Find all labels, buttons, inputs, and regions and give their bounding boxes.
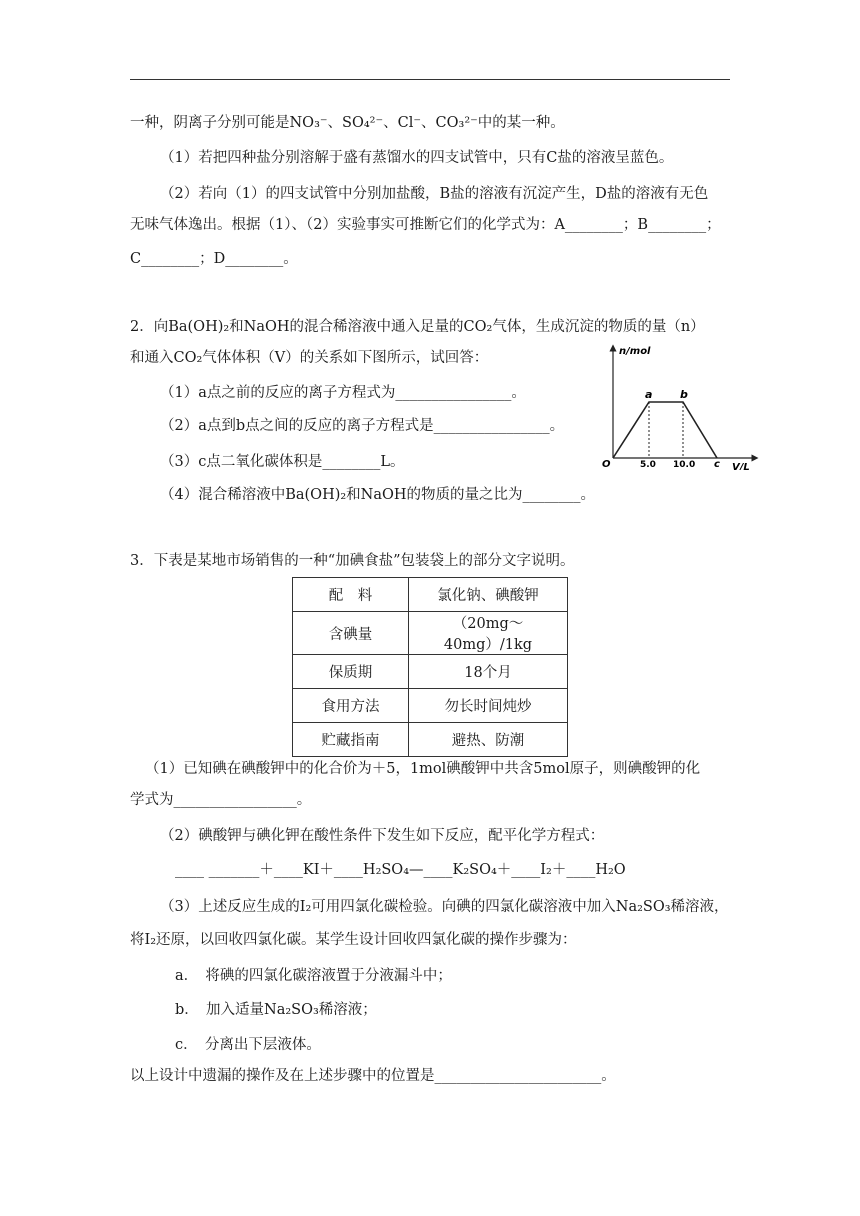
salt-label-table bbox=[292, 577, 568, 757]
q1-sub2a: （2）若向（1）的四支试管中分别加盐酸，B盐的溶液有沉淀产生，D盐的溶液有无色 bbox=[160, 186, 709, 202]
table-row bbox=[293, 612, 568, 655]
q3-p1b: 学式为_________________。 bbox=[130, 792, 312, 808]
table-value: 氯化钠、碘酸钾 bbox=[409, 578, 568, 612]
table-key: 含碘量 bbox=[293, 612, 409, 655]
q3-p3a: （3）上述反应生成的I₂可用四氯化碳检验。向碘的四氯化碳溶液中加入Na₂SO₃稀溶液， bbox=[160, 899, 729, 915]
table-value: 勿长时间炖炒 bbox=[409, 689, 568, 723]
origin-label: O bbox=[602, 459, 611, 470]
table-row bbox=[293, 723, 568, 757]
q1-sub1: （1）若把四种盐分别溶解于盛有蒸馏水的四支试管中，只有C盐的溶液呈蓝色。 bbox=[160, 150, 674, 166]
q2-intro2: 和通入CO₂气体体积（V）的关系如下图所示，试回答： bbox=[130, 350, 489, 366]
q3-intro: 3．下表是某地市场销售的一种“加碘食盐”包装袋上的部分文字说明。 bbox=[130, 553, 575, 569]
table-key: 保质期 bbox=[293, 655, 409, 689]
table-key: 食用方法 bbox=[293, 689, 409, 723]
q3-p1a: （1）已知碘在碘酸钾中的化合价为＋5，1mol碘酸钾中共含5mol原子，则碘酸钾的化 bbox=[145, 761, 701, 777]
q3-step-a: a． 将碘的四氯化碳溶液置于分液漏斗中； bbox=[175, 968, 452, 984]
table-row bbox=[293, 655, 568, 689]
q2-intro1: 2．向Ba(OH)₂和NaOH的混合稀溶液中通入足量的CO₂气体，生成沉淀的物质的量（n） bbox=[130, 319, 705, 335]
tick-label-2: 10.0 bbox=[673, 460, 696, 470]
table-row bbox=[293, 689, 568, 723]
header-rule bbox=[130, 79, 730, 80]
q3-p3b: 将I₂还原，以回收四氯化碳。某学生设计回收四氯化碳的操作步骤为： bbox=[130, 932, 577, 948]
precipitate-graph bbox=[595, 340, 765, 470]
table-key: 配 料 bbox=[293, 578, 409, 612]
q2-sub4: （4）混合稀溶液中Ba(OH)₂和NaOH的物质的量之比为________。 bbox=[160, 487, 596, 503]
x-axis-label: V/L bbox=[732, 462, 750, 470]
table-value: （20mg～40mg）/1kg bbox=[409, 612, 568, 655]
table-key: 贮藏指南 bbox=[293, 723, 409, 757]
q2-sub3: （3）c点二氧化碳体积是________L。 bbox=[160, 454, 405, 470]
point-b-label: b bbox=[680, 388, 688, 401]
q3-step-c: c． 分离出下层液体。 bbox=[175, 1037, 321, 1053]
q1-line1: 一种，阴离子分别可能是NO₃⁻、SO₄²⁻、Cl⁻、CO₃²⁻中的某一种。 bbox=[130, 115, 565, 131]
point-a-label: a bbox=[645, 388, 653, 401]
curve-line bbox=[613, 402, 717, 458]
point-c-label: c bbox=[714, 459, 720, 470]
table-value: 18个月 bbox=[409, 655, 568, 689]
tick-label-1: 5.0 bbox=[640, 460, 656, 470]
q2-sub2: （2）a点到b点之间的反应的离子方程式是________________。 bbox=[160, 418, 565, 434]
q3-last: 以上设计中遗漏的操作及在上述步骤中的位置是_______________________。 bbox=[130, 1068, 616, 1084]
table-row bbox=[293, 578, 568, 612]
q3-p2: （2）碘酸钾与碘化钾在酸性条件下发生如下反应，配平化学方程式： bbox=[160, 828, 605, 844]
q3-step-b: b． 加入适量Na₂SO₃稀溶液； bbox=[175, 1002, 377, 1018]
y-axis-label: n/mol bbox=[619, 346, 651, 357]
q1-sub2b: 无味气体逸出。根据（1）、（2）实验事实可推断它们的化学式为：A________；B________； bbox=[130, 217, 721, 233]
table-value: 避热、防潮 bbox=[409, 723, 568, 757]
q1-sub2c: C________；D________。 bbox=[130, 251, 298, 267]
q2-sub1: （1）a点之前的反应的离子方程式为________________。 bbox=[160, 385, 526, 401]
q3-equation: ____ _______＋____KI＋____H₂SO₄—____K₂SO₄＋____I₂＋____H₂O bbox=[175, 862, 626, 878]
